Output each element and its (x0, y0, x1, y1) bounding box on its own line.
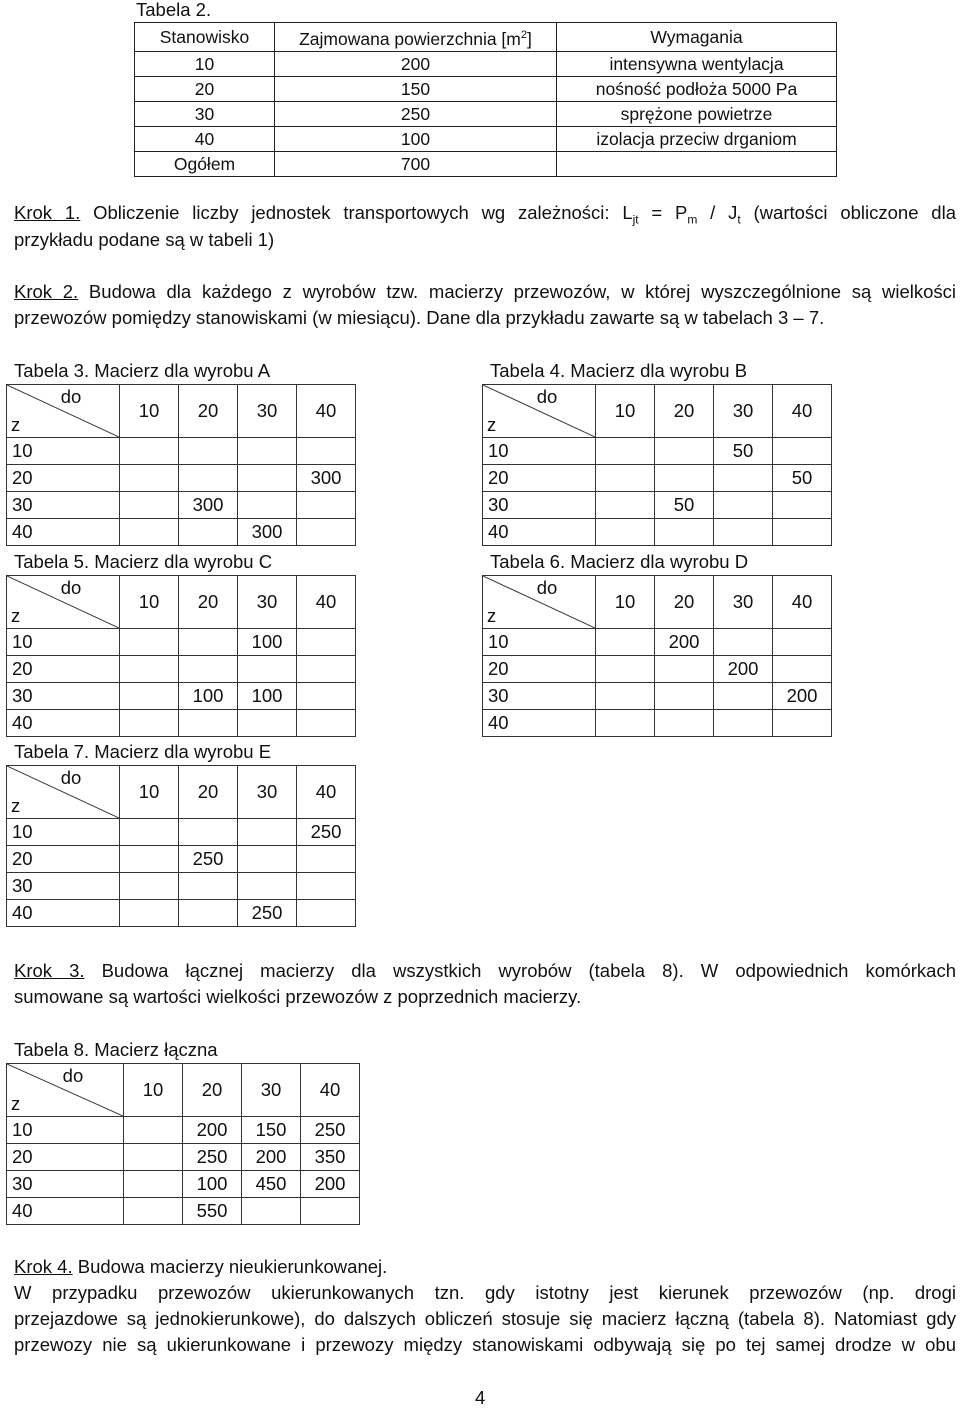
matrix-row (7, 873, 356, 900)
matrix-column-header: 20 (183, 1064, 242, 1117)
matrix-to-label: do (60, 577, 82, 598)
table2 (134, 22, 837, 177)
matrix-cell (655, 465, 714, 492)
matrix-cell (655, 656, 714, 683)
table2-row (135, 101, 837, 126)
matrix-row (483, 629, 832, 656)
matrix-cell (242, 1198, 301, 1225)
matrix-row (7, 710, 356, 737)
matrix-cell (120, 683, 179, 710)
matrix-row (7, 900, 356, 927)
matrix-row (7, 1117, 360, 1144)
matrix-cell: 200 (655, 629, 714, 656)
matrix-row (7, 1144, 360, 1171)
matrix-row (7, 465, 356, 492)
table2-cell: intensywna wentylacja (557, 51, 837, 76)
matrix-cell (179, 710, 238, 737)
matrix-cell (120, 819, 179, 846)
table2-header-bracket: ] (527, 28, 532, 49)
table2-cell: 250 (275, 101, 557, 126)
table2-cell: 20 (135, 76, 275, 101)
matrix-row-header: 30 (7, 1171, 124, 1198)
matrix-cell (714, 683, 773, 710)
matrix-cell: 250 (179, 846, 238, 873)
matrix-cell (596, 683, 655, 710)
matrix-row (7, 656, 356, 683)
table2-row (135, 151, 837, 176)
matrix-cell (714, 492, 773, 519)
matrix-from-label: z (11, 1093, 21, 1114)
matrix-cell (596, 710, 655, 737)
matrix-column-header: 10 (596, 385, 655, 438)
matrix-cell: 250 (297, 819, 356, 846)
matrix-cell (120, 492, 179, 519)
matrix-from-label: z (487, 414, 497, 435)
matrix-cell: 200 (242, 1144, 301, 1171)
matrix-cell (773, 519, 832, 546)
matrix-cell: 50 (773, 465, 832, 492)
matrix-row-header: 40 (7, 519, 120, 546)
matrix-from-label: z (11, 605, 21, 626)
matrix-cell (714, 710, 773, 737)
matrix-row (483, 438, 832, 465)
matrix-cell (124, 1144, 183, 1171)
krok1-subscript: m (687, 212, 698, 227)
matrix-row-header: 30 (7, 492, 120, 519)
page-number: 4 (475, 1387, 486, 1408)
table2-cell: 10 (135, 51, 275, 76)
matrix-cell (773, 492, 832, 519)
matrix-cell: 550 (183, 1198, 242, 1225)
matrix-row-header: 20 (7, 465, 120, 492)
matrix-cell (238, 656, 297, 683)
table6-caption: Tabela 6. Macierz dla wyrobu D (490, 551, 749, 572)
table2-header-area: Zajmowana powierzchnia [m (299, 28, 521, 49)
table2-row (135, 126, 837, 151)
matrix-cell: 200 (301, 1171, 360, 1198)
krok3-text: Budowa łącznej macierzy dla wszystkich wyrobów (tabela 8). W odpowiednich komórkach (84, 960, 956, 981)
matrix-row-header: 30 (483, 683, 596, 710)
matrix-row-header: 30 (7, 873, 120, 900)
matrix-to-label: do (536, 386, 558, 407)
matrix-row-header: 20 (7, 846, 120, 873)
krok1-text: (wartości obliczone dla (740, 202, 956, 223)
matrix-cell: 150 (242, 1117, 301, 1144)
matrix-cell (124, 1117, 183, 1144)
matrix-row (7, 438, 356, 465)
matrix-column-header: 40 (297, 385, 356, 438)
matrix-cell: 300 (179, 492, 238, 519)
table8-matrix (6, 1063, 360, 1225)
matrix-cell (120, 846, 179, 873)
matrix-column-header: 30 (238, 385, 297, 438)
matrix-corner-cell (7, 576, 120, 629)
matrix-cell (238, 873, 297, 900)
matrix-row (483, 519, 832, 546)
matrix-header-row (7, 766, 356, 819)
matrix-cell: 250 (183, 1144, 242, 1171)
matrix-cell (238, 819, 297, 846)
matrix-row-header: 10 (483, 438, 596, 465)
matrix-cell (179, 519, 238, 546)
matrix-cell: 200 (183, 1117, 242, 1144)
matrix-row (7, 519, 356, 546)
matrix-cell (124, 1198, 183, 1225)
matrix-cell (120, 629, 179, 656)
matrix-cell: 250 (301, 1117, 360, 1144)
matrix-cell (655, 683, 714, 710)
table7-matrix (6, 765, 356, 927)
matrix-column-header: 10 (596, 576, 655, 629)
matrix-cell (714, 465, 773, 492)
matrix-cell (120, 900, 179, 927)
krok1-text: Obliczenie liczby jednostek transportowych wg zależności: L (80, 202, 633, 223)
krok4-paragraph-line2: W przypadku przewozów ukierunkowanych tzn. gdy istotny jest kierunek przewozów (np. drogi (14, 1282, 956, 1303)
matrix-cell (297, 519, 356, 546)
matrix-corner-cell (483, 385, 596, 438)
matrix-cell (238, 492, 297, 519)
krok4-paragraph-line3: przejazdowe są jednokierunkowe), do dalszych obliczeń stosuje się macierz łączną (tabela 8). Natomiast gdy (14, 1308, 956, 1329)
matrix-corner-cell (483, 576, 596, 629)
matrix-row-header: 40 (483, 519, 596, 546)
matrix-column-header: 10 (120, 576, 179, 629)
matrix-cell (655, 438, 714, 465)
table2-cell: 700 (275, 151, 557, 176)
matrix-column-header: 30 (238, 766, 297, 819)
matrix-cell (297, 710, 356, 737)
matrix-cell: 200 (714, 656, 773, 683)
matrix-cell: 450 (242, 1171, 301, 1198)
krok3-paragraph-line1 (14, 958, 956, 984)
matrix-cell (596, 629, 655, 656)
matrix-cell (655, 519, 714, 546)
matrix-row (483, 656, 832, 683)
matrix-cell (297, 629, 356, 656)
matrix-cell (297, 683, 356, 710)
matrix-cell: 100 (183, 1171, 242, 1198)
matrix-from-label: z (487, 605, 497, 626)
matrix-cell (596, 465, 655, 492)
krok2-label: Krok 2. (14, 281, 79, 302)
matrix-cell (179, 629, 238, 656)
matrix-cell (179, 438, 238, 465)
matrix-cell: 200 (773, 683, 832, 710)
matrix-row-header: 10 (7, 819, 120, 846)
matrix-cell (179, 873, 238, 900)
krok1-paragraph-line2: przykładu podane są w tabeli 1) (14, 229, 275, 250)
matrix-from-label: z (11, 414, 21, 435)
krok2-text: Budowa dla każdego z wyrobów tzw. macierzy przewozów, w której wyszczególnione są wielkości (78, 281, 957, 302)
matrix-row (483, 683, 832, 710)
table2-caption: Tabela 2. (136, 0, 212, 20)
table4-caption: Tabela 4. Macierz dla wyrobu B (490, 360, 748, 381)
matrix-cell (120, 656, 179, 683)
matrix-column-header: 30 (714, 385, 773, 438)
matrix-cell (179, 465, 238, 492)
matrix-header-row (483, 385, 832, 438)
matrix-row-header: 20 (483, 656, 596, 683)
matrix-cell (596, 656, 655, 683)
table2-cell: 40 (135, 126, 275, 151)
matrix-cell: 300 (297, 465, 356, 492)
table2-cell: 200 (275, 51, 557, 76)
matrix-cell (120, 465, 179, 492)
matrix-cell (301, 1198, 360, 1225)
table2-cell: 100 (275, 126, 557, 151)
matrix-row (483, 492, 832, 519)
matrix-row-header: 40 (7, 710, 120, 737)
krok4-text: Budowa macierzy nieukierunkowanej. (72, 1256, 388, 1277)
krok2-paragraph-line2: przewozów pomiędzy stanowiskami (w miesiącu). Dane dla przykładu zawarte są w tabelach 3 – 7. (14, 307, 825, 328)
matrix-cell (773, 629, 832, 656)
matrix-cell: 100 (238, 683, 297, 710)
matrix-row-header: 10 (7, 438, 120, 465)
matrix-cell (596, 492, 655, 519)
table2-header-cell: Stanowisko (135, 23, 275, 52)
matrix-row (7, 1198, 360, 1225)
matrix-row (483, 710, 832, 737)
matrix-column-header: 20 (179, 576, 238, 629)
krok1-text: / J (697, 202, 738, 223)
matrix-cell (297, 492, 356, 519)
matrix-row (483, 465, 832, 492)
matrix-row (7, 1171, 360, 1198)
table2-header-row (135, 23, 837, 52)
table2-cell: 150 (275, 76, 557, 101)
matrix-cell (124, 1171, 183, 1198)
krok3-label: Krok 3. (14, 960, 85, 981)
table2-cell (557, 151, 837, 176)
matrix-cell (655, 710, 714, 737)
table3-matrix (6, 384, 356, 546)
matrix-column-header: 20 (179, 385, 238, 438)
matrix-column-header: 30 (242, 1064, 301, 1117)
matrix-column-header: 20 (655, 385, 714, 438)
matrix-cell (773, 438, 832, 465)
table2-cell: Ogółem (135, 151, 275, 176)
table2-header-cell: Wymagania (557, 23, 837, 52)
matrix-cell: 100 (179, 683, 238, 710)
matrix-header-row (483, 576, 832, 629)
matrix-row-header: 40 (7, 900, 120, 927)
matrix-cell (238, 465, 297, 492)
matrix-cell (297, 873, 356, 900)
matrix-column-header: 30 (238, 576, 297, 629)
matrix-cell (773, 710, 832, 737)
matrix-row (7, 629, 356, 656)
matrix-row-header: 30 (7, 683, 120, 710)
matrix-cell: 50 (655, 492, 714, 519)
matrix-cell (297, 438, 356, 465)
matrix-cell (714, 519, 773, 546)
matrix-row-header: 30 (483, 492, 596, 519)
table2-cell: 30 (135, 101, 275, 126)
matrix-cell (179, 900, 238, 927)
matrix-column-header: 20 (655, 576, 714, 629)
matrix-to-label: do (60, 767, 82, 788)
table6-matrix (482, 575, 832, 737)
matrix-row-header: 20 (7, 656, 120, 683)
matrix-to-label: do (60, 386, 82, 407)
matrix-column-header: 40 (773, 576, 832, 629)
matrix-to-label: do (62, 1065, 84, 1086)
matrix-column-header: 10 (120, 766, 179, 819)
matrix-column-header: 40 (297, 576, 356, 629)
krok2-paragraph-line1 (14, 279, 956, 305)
matrix-header-row (7, 385, 356, 438)
table2-cell: sprężone powietrze (557, 101, 837, 126)
matrix-cell: 300 (238, 519, 297, 546)
matrix-cell (714, 629, 773, 656)
matrix-row (7, 819, 356, 846)
matrix-row-header: 40 (7, 1198, 124, 1225)
krok4-paragraph-line4: przewozy nie są ukierunkowane i przewozy między stanowiskami odbywają się po tej samej drodze w obu (14, 1334, 956, 1355)
krok3-paragraph-line2: sumowane są wartości wielkości przewozów z poprzednich macierzy. (14, 986, 582, 1007)
krok4-paragraph-line1 (14, 1254, 387, 1280)
matrix-cell (773, 656, 832, 683)
krok1-text: = P (638, 202, 688, 223)
table2-row (135, 76, 837, 101)
table5-matrix (6, 575, 356, 737)
matrix-corner-cell (7, 1064, 124, 1117)
krok4-label: Krok 4. (14, 1256, 73, 1277)
matrix-cell (238, 710, 297, 737)
matrix-column-header: 30 (714, 576, 773, 629)
table5-caption: Tabela 5. Macierz dla wyrobu C (14, 551, 273, 572)
table2-cell: nośność podłoża 5000 Pa (557, 76, 837, 101)
matrix-row-header: 40 (483, 710, 596, 737)
matrix-column-header: 40 (773, 385, 832, 438)
matrix-header-row (7, 576, 356, 629)
matrix-header-row (7, 1064, 360, 1117)
matrix-cell (297, 656, 356, 683)
matrix-row (7, 846, 356, 873)
krok1-subscript: t (737, 212, 741, 227)
matrix-cell (238, 438, 297, 465)
table4-matrix (482, 384, 832, 546)
matrix-corner-cell (7, 766, 120, 819)
matrix-cell (238, 846, 297, 873)
matrix-cell (596, 438, 655, 465)
matrix-row-header: 20 (7, 1144, 124, 1171)
matrix-cell: 350 (301, 1144, 360, 1171)
matrix-cell (179, 819, 238, 846)
matrix-column-header: 40 (301, 1064, 360, 1117)
matrix-cell: 100 (238, 629, 297, 656)
matrix-row-header: 10 (7, 1117, 124, 1144)
table2-header-cell (275, 23, 557, 52)
matrix-cell (297, 900, 356, 927)
matrix-row-header: 10 (483, 629, 596, 656)
matrix-from-label: z (11, 795, 21, 816)
matrix-corner-cell (7, 385, 120, 438)
table2-header-superscript: 2 (520, 29, 527, 41)
table2-cell: izolacja przeciw drganiom (557, 126, 837, 151)
matrix-cell (120, 519, 179, 546)
matrix-cell: 250 (238, 900, 297, 927)
matrix-cell (179, 656, 238, 683)
table7-caption: Tabela 7. Macierz dla wyrobu E (14, 741, 272, 762)
matrix-cell (297, 846, 356, 873)
matrix-to-label: do (536, 577, 558, 598)
matrix-column-header: 10 (120, 385, 179, 438)
matrix-cell (120, 710, 179, 737)
table2-row (135, 51, 837, 76)
matrix-row (7, 492, 356, 519)
krok1-subscript: jt (632, 212, 639, 227)
table3-caption: Tabela 3. Macierz dla wyrobu A (14, 360, 271, 381)
matrix-column-header: 20 (179, 766, 238, 819)
matrix-cell (120, 438, 179, 465)
krok1-label: Krok 1. (14, 202, 81, 223)
matrix-cell (596, 519, 655, 546)
matrix-cell (120, 873, 179, 900)
matrix-column-header: 10 (124, 1064, 183, 1117)
matrix-row (7, 683, 356, 710)
matrix-column-header: 40 (297, 766, 356, 819)
table8-caption: Tabela 8. Macierz łączna (14, 1039, 218, 1060)
matrix-cell: 50 (714, 438, 773, 465)
matrix-row-header: 10 (7, 629, 120, 656)
matrix-row-header: 20 (483, 465, 596, 492)
